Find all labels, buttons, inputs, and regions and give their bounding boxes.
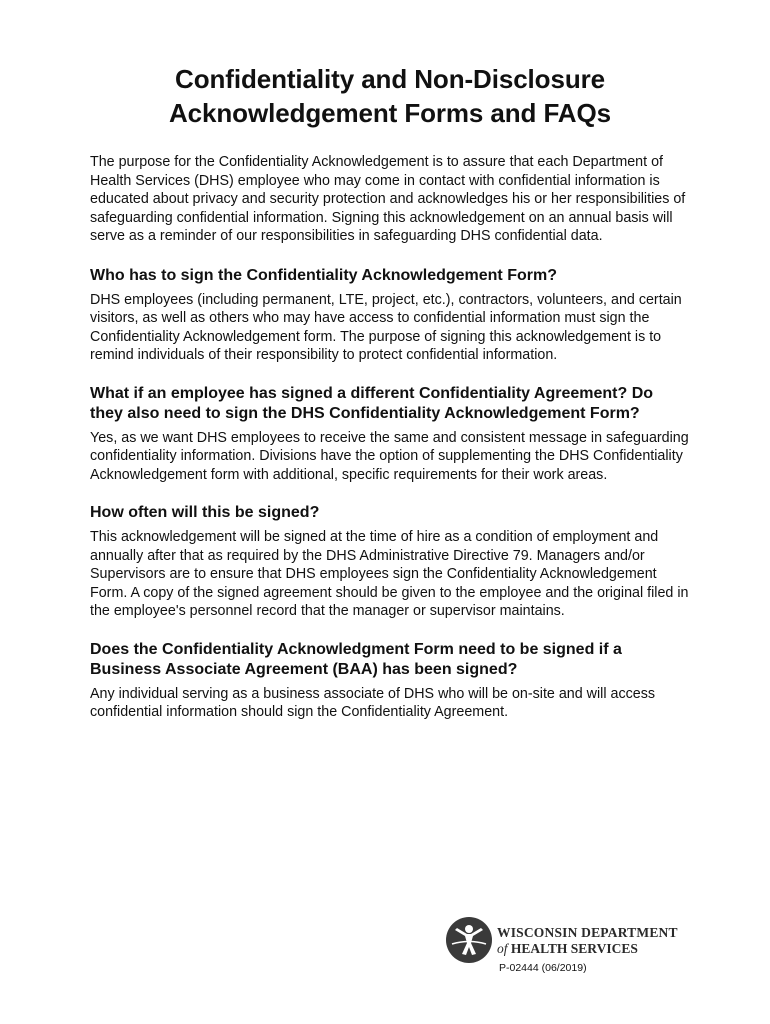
title-line-2: Acknowledgement Forms and FAQs	[169, 98, 611, 128]
page-title	[90, 62, 690, 130]
faq-question: Does the Confidentiality Acknowledgment Form need to be signed if a Business Associate Agreement (BAA) has been signed?	[90, 640, 622, 678]
faq-question: Who has to sign the Confidentiality Acknowledgement Form?	[90, 266, 557, 284]
faq-answer: Any individual serving as a business associate of DHS who will be on-site and will access confidential information should sign the Confidentiality Agreement.	[90, 685, 655, 720]
faq-question: What if an employee has signed a different Confidentiality Agreement? Do they also need to sign the DHS Confidentiality Acknowledgement Form?	[90, 384, 654, 422]
form-code: P-02444 (06/2019)	[499, 962, 587, 974]
faq-answer: Yes, as we want DHS employees to receive the same and consistent message in safeguarding confidentiality information. Divisions have the option of supplementing the DHS Confidentiality Acknowledgement form with additional, specific requirements for their work areas.	[90, 429, 689, 483]
faq-item-1	[90, 266, 690, 365]
faq-item-2	[90, 384, 690, 485]
document-body	[90, 62, 690, 741]
faq-question: How often will this be signed?	[90, 504, 320, 521]
faq-answer: DHS employees (including permanent, LTE, project, etc.), contractors, volunteers, and certain visitors, as well as others who may have access to confidential information must sign the Confidentiality Acknowledgement form. The purpose of signing this acknowledgement is to remind individuals of their responsibility to protect confidential information.	[90, 291, 682, 363]
org-name-rest: HEALTH SERVICES	[507, 941, 638, 956]
faq-item-3	[90, 503, 690, 621]
faq-item-4	[90, 640, 690, 722]
footer	[446, 915, 696, 985]
faq-answer: This acknowledgement will be signed at the time of hire as a condition of employment and annually after that as required by the DHS Administrative Directive 79. Managers and/or Supervisors are to ensure that DHS employees sign the Confidentiality Acknowledgement Form. A copy of the signed agreement should be given to the employee and the original filed in the employee's personnel record that the manager or supervisor maintains.	[90, 529, 689, 619]
intro-paragraph: The purpose for the Confidentiality Acknowledgement is to assure that each Department of Health Services (DHS) employee who may come in contact with confidential information is educated about privacy and security protection and acknowledges his or her responsibilities of safeguarding confidential information. Signing this acknowledgement on an annual basis will serve as a reminder of our responsibilities in safeguarding DHS confidential data.	[90, 154, 686, 244]
org-name-line-2	[497, 941, 678, 957]
org-name-line-1: WISCONSIN DEPARTMENT	[497, 925, 678, 940]
title-line-1: Confidentiality and Non-Disclosure	[175, 64, 605, 94]
wisconsin-dhs-emblem-icon	[446, 917, 492, 963]
org-name-of: of	[497, 941, 508, 956]
org-name	[497, 925, 678, 957]
